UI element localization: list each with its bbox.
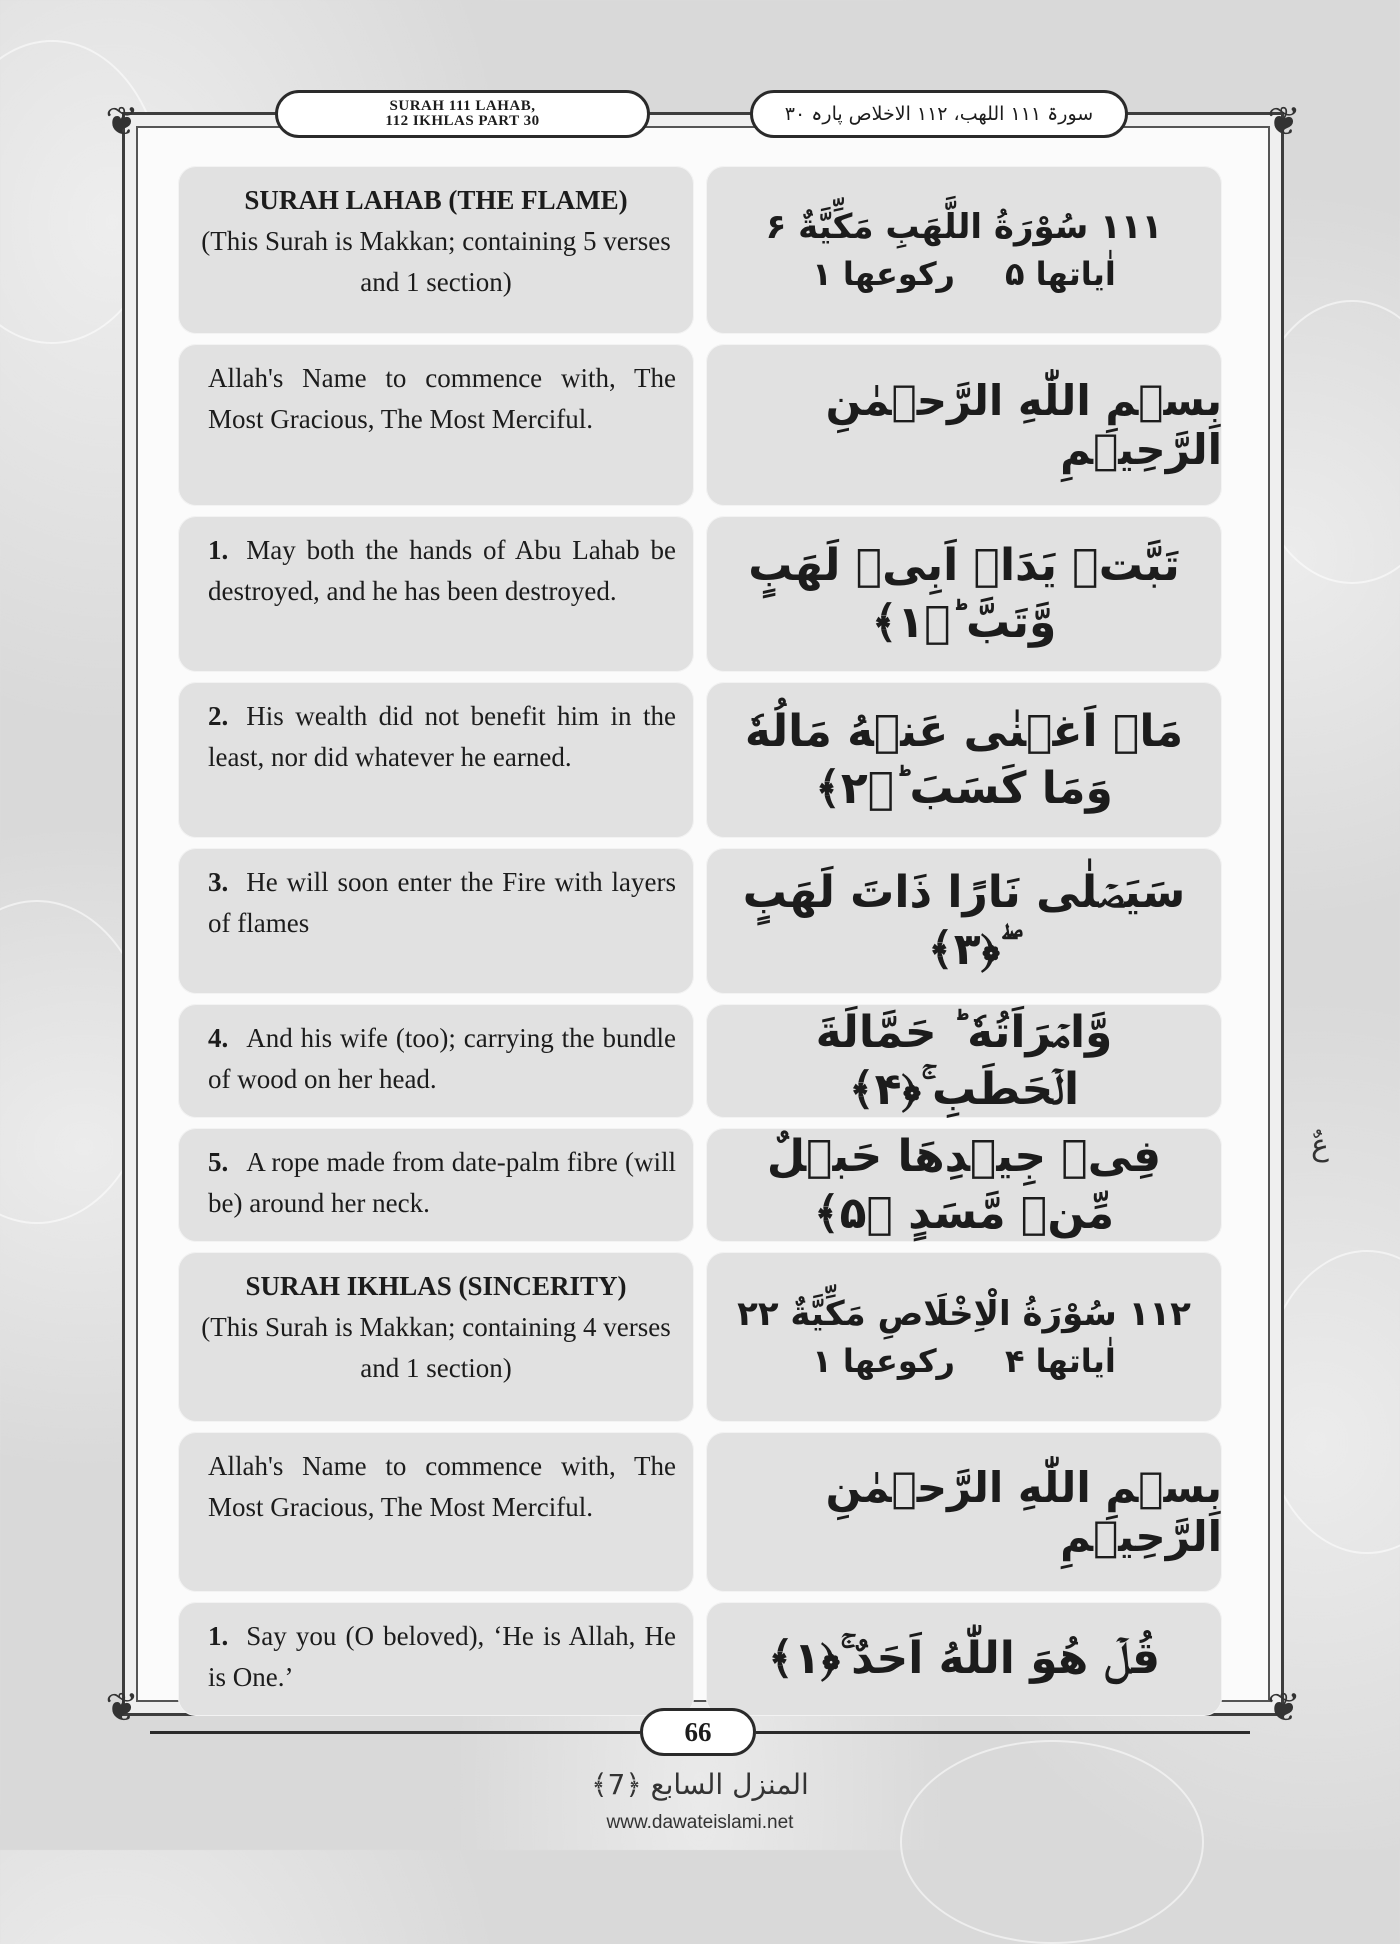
table-row — [178, 1602, 1222, 1716]
verse-number: 5. — [208, 1147, 229, 1177]
verse-arabic: مَاۤ اَغۡنٰى عَنۡهُ مَالُهٗ وَمَا كَسَبَ ؕ﴿۲﴾ — [744, 705, 1184, 814]
bismillah-arabic: بِسۡمِ اللّٰهِ الرَّحۡمٰنِ الرَّحِيۡمِ — [825, 376, 1222, 474]
corner-ornament-icon: ❦ — [105, 1685, 139, 1731]
arabic-cell — [706, 848, 1222, 994]
english-cell — [178, 1128, 694, 1242]
surah-arabic-title: ۱۱۱ سُوْرَةُ اللَّهَبِ مَكِّيَّةٌ ۶ — [765, 207, 1163, 247]
verse-translation: May both the hands of Abu Lahab be destroyed, and he has been destroyed. — [208, 535, 676, 606]
table-row — [178, 848, 1222, 994]
surah-arabic-title: ۱۱۲ سُوْرَةُ الْاِخْلَاصِ مَكِّيَّةٌ ۲۲ — [737, 1294, 1191, 1334]
table-row — [178, 1252, 1222, 1422]
verse-translation: He will soon enter the Fire with layers of flames — [208, 867, 676, 938]
ayat-count: اٰیاتھا ۵ — [1004, 255, 1116, 293]
surah-title: SURAH IKHLAS (SINCERITY) — [245, 1271, 627, 1301]
english-cell: Allah's Name to commence with, The Most Gracious, The Most Merciful. — [178, 1432, 694, 1592]
english-cell: Allah's Name to commence with, The Most Gracious, The Most Merciful. — [178, 344, 694, 506]
arabic-cell — [706, 516, 1222, 672]
arabic-cell — [706, 1004, 1222, 1118]
header-english — [275, 90, 650, 138]
verse-translation: A rope made from date-palm fibre (will be) around her neck. — [208, 1147, 676, 1218]
verse-number: 4. — [208, 1023, 229, 1053]
verse-arabic: فِىۡ جِيۡدِهَا حَبۡلٌ مِّنۡ مَّسَدٍ ﴿۵﴾ — [766, 1130, 1162, 1239]
verse-translation: And his wife (too); carrying the bundle of wood on her head. — [208, 1023, 676, 1094]
english-cell — [178, 848, 694, 994]
english-cell — [178, 1252, 694, 1422]
surah-title: SURAH LAHAB (THE FLAME) — [244, 185, 628, 215]
arabic-cell — [706, 1602, 1222, 1716]
table-row — [178, 166, 1222, 334]
surah-info: (This Surah is Makkan; containing 4 verses and 1 section) — [201, 1312, 671, 1383]
surah-info: (This Surah is Makkan; containing 5 verses and 1 section) — [201, 226, 671, 297]
english-cell — [178, 1602, 694, 1716]
divider — [756, 1731, 1250, 1734]
english-cell — [178, 166, 694, 334]
english-cell — [178, 516, 694, 672]
arabic-cell — [706, 1432, 1222, 1592]
verse-number: 1. — [208, 1621, 229, 1651]
ruku-count: رکوعھا ۱ — [812, 1342, 955, 1380]
footer-manzil: المنزل السابع ﴿7﴾ — [591, 1768, 809, 1801]
verse-translation: His wealth did not benefit him in the least, nor did whatever he earned. — [208, 701, 676, 772]
divider — [150, 1731, 640, 1734]
corner-ornament-icon: ❦ — [1267, 1685, 1301, 1731]
table-row — [178, 1004, 1222, 1118]
ruku-mark: عٌ — [1311, 1128, 1329, 1163]
verse-arabic: قُلۡ هُوَ اللّٰهُ اَحَدٌ ۚ﴿۱﴾ — [767, 1633, 1161, 1685]
table-row — [178, 516, 1222, 672]
verse-arabic: سَيَصۡلٰى نَارًا ذَاتَ لَهَبٍ ۖ﴿۳﴾ — [742, 866, 1186, 975]
english-cell — [178, 1004, 694, 1118]
verse-number: 2. — [208, 701, 229, 731]
table-row — [178, 344, 1222, 506]
arabic-cell — [706, 1128, 1222, 1242]
arabic-cell — [706, 166, 1222, 334]
footer-url[interactable]: www.dawateislami.net — [606, 1812, 794, 1833]
verse-arabic: وَّامۡرَاَتُهٗ ؕ حَمَّالَةَ الۡحَطَبِ ۚ﴿۴﴾ — [815, 1006, 1113, 1115]
header-english-line2: 112 IKHLAS PART 30 — [385, 113, 540, 129]
verse-number: 1. — [208, 535, 229, 565]
arabic-cell — [706, 682, 1222, 838]
header-english-line1: SURAH 111 LAHAB, — [389, 98, 536, 114]
arabic-cell — [706, 344, 1222, 506]
corner-ornament-icon: ❦ — [105, 99, 139, 145]
english-cell — [178, 682, 694, 838]
verse-arabic: تَبَّتۡ يَدَاۤ اَبِىۡ لَهَبٍ وَّتَبَّ ؕ﴿۱﴾ — [748, 539, 1180, 648]
page-number: 66 — [640, 1708, 756, 1756]
header-arabic: سورۃ ۱۱۱ اللھب، ۱۱۲ الاخلاص پارہ ۳۰ — [750, 90, 1128, 138]
ruku-count: رکوعھا ۱ — [812, 255, 955, 293]
table-row — [178, 1432, 1222, 1592]
verse-number: 3. — [208, 867, 229, 897]
arabic-cell — [706, 1252, 1222, 1422]
background-swirl — [900, 1740, 1204, 1944]
ayat-count: اٰیاتھا ۴ — [1004, 1342, 1116, 1380]
verse-translation: Say you (O beloved), ‘He is Allah, He is One.’ — [208, 1621, 676, 1692]
corner-ornament-icon: ❦ — [1267, 99, 1301, 145]
bismillah-arabic: بِسۡمِ اللّٰهِ الرَّحۡمٰنِ الرَّحِيۡمِ — [825, 1463, 1222, 1561]
table-row — [178, 1128, 1222, 1242]
table-row — [178, 682, 1222, 838]
